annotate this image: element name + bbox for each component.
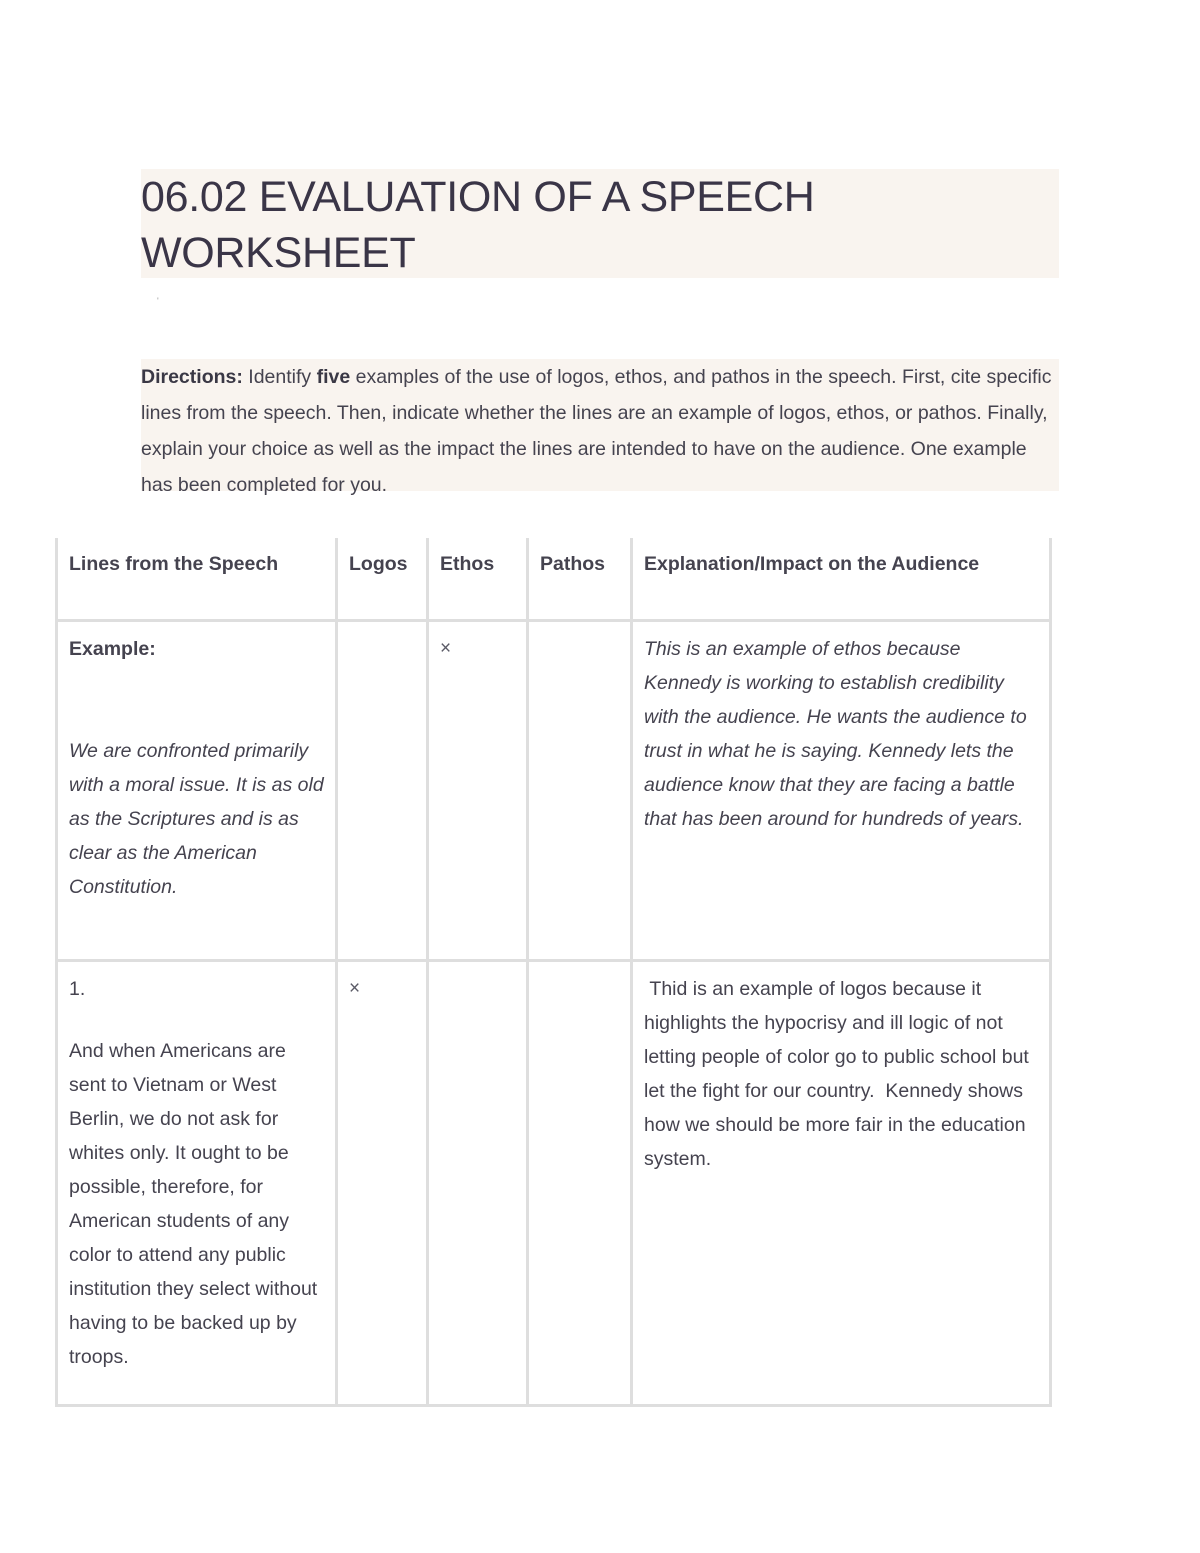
- example-lines-cell[interactable]: [57, 621, 337, 961]
- worksheet-table: [55, 538, 1052, 1407]
- example-explanation-cell[interactable]: This is an example of ethos because Kennedy is working to establish credibility with the audience. He wants the audience to trust in what he is saying. Kennedy lets the audience know that they are facing a battle that has been around for hundreds of years.: [632, 621, 1051, 961]
- row1-ethos-cell[interactable]: [428, 961, 528, 1406]
- row1-pathos-cell[interactable]: [528, 961, 632, 1406]
- directions-text-2: examples of the use of logos, ethos, and pathos in the speech. First, cite specific lines from the speech. Then, indicate whether the lines are an example of logos, ethos, or pathos. Finally, explain your choice as well as the impact the lines are intended to have on the audience. One example has been completed for you.: [141, 366, 1052, 496]
- row1-logos-cell[interactable]: ×: [337, 961, 428, 1406]
- header-pathos: Pathos: [528, 538, 632, 621]
- table-row: [57, 621, 1051, 961]
- header-explanation: Explanation/Impact on the Audience: [632, 538, 1051, 621]
- row1-lines: And when Americans are sent to Vietnam or West Berlin, we do not ask for whites only. It ought to be possible, therefore, for American students of any color to attend any public institution they select without having to be backed up by troops.: [69, 1040, 318, 1368]
- table-row: [57, 961, 1051, 1406]
- row1-label: 1.: [69, 978, 86, 1000]
- directions-label: Directions:: [141, 366, 243, 388]
- header-ethos: Ethos: [428, 538, 528, 621]
- page-title: [141, 169, 1059, 281]
- title-line-2: WORKSHEET: [141, 229, 416, 277]
- header-logos: Logos: [337, 538, 428, 621]
- directions-bold-word: five: [316, 366, 351, 388]
- title-block: [141, 169, 1059, 278]
- row1-lines-cell[interactable]: [57, 961, 337, 1406]
- row1-explanation-cell[interactable]: Thid is an example of logos because it highlights the hypocrisy and ill logic of not letting people of color go to public school but let the fight for our country. Kennedy shows how we should be more fair in the education system.: [632, 961, 1051, 1406]
- example-lines: We are confronted primarily with a moral issue. It is as old as the Scriptures and is as clear as the American Constitution.: [69, 740, 324, 898]
- example-pathos-cell[interactable]: [528, 621, 632, 961]
- directions-text-1: Identify: [242, 366, 317, 388]
- example-logos-cell[interactable]: [337, 621, 428, 961]
- directions-paragraph: [141, 359, 1059, 496]
- table-header-row: [57, 538, 1051, 621]
- header-lines: Lines from the Speech: [57, 538, 337, 621]
- title-line-1: 06.02 EVALUATION OF A SPEECH: [141, 173, 815, 221]
- example-ethos-cell[interactable]: ×: [428, 621, 528, 961]
- example-label: Example:: [69, 638, 156, 660]
- stray-mark: ': [157, 296, 159, 306]
